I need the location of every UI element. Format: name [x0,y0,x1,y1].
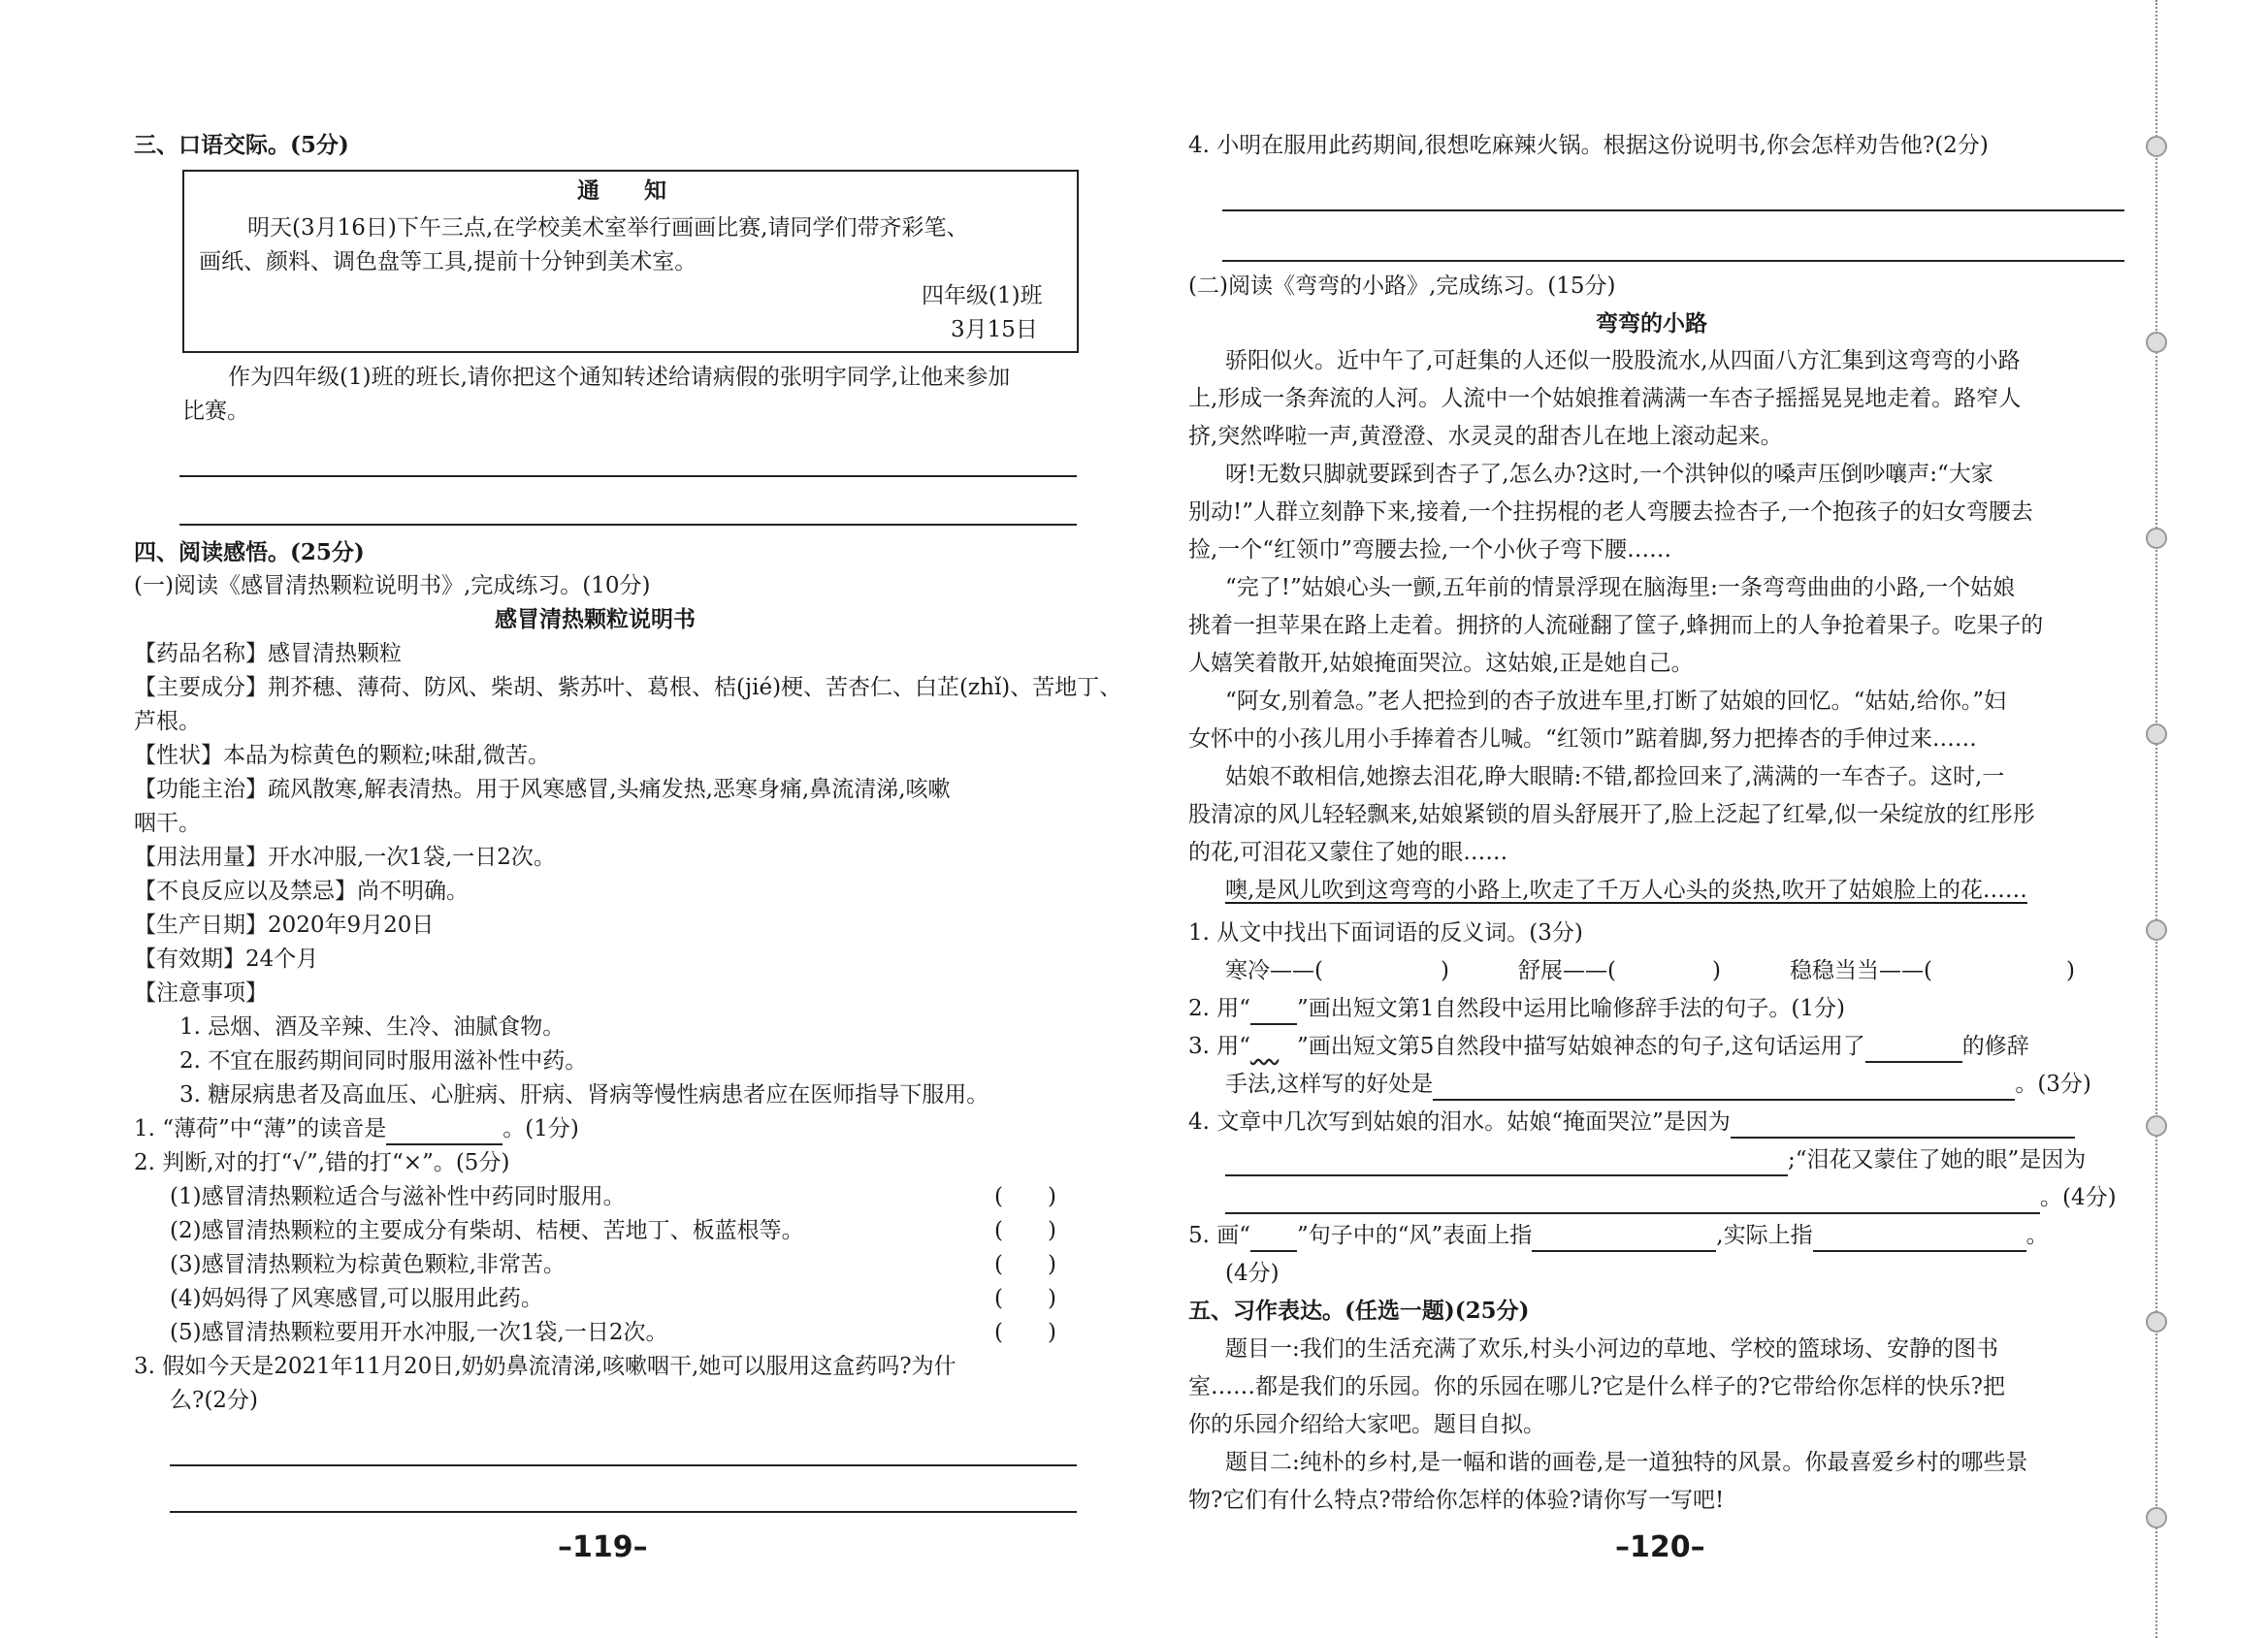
note-item: 1. 忌烟、酒及辛辣、生冷、油腻食物。 [179,1014,566,1040]
answer-line[interactable] [179,524,1077,526]
judge-answer-box[interactable]: ( ) [994,1218,1056,1243]
essay-line: 你的乐园介绍给大家吧。题目自拟。 [1188,1412,1545,1437]
dosage: 【用法用量】开水冲服,一次1袋,一日2次。 [134,845,556,870]
essay-line: 题目二:纯朴的乡村,是一幅和谐的画卷,是一道独特的风景。你最喜爱乡村的哪些景 [1225,1450,2028,1475]
story-line: “阿女,别着急。”老人把捡到的杏子放进车里,打断了姑娘的回忆。“姑姑,给你。”妇 [1225,689,2006,714]
question-text: 的修辞 [1961,1034,2029,1059]
answer-blank[interactable] [1813,1225,2026,1252]
question-3: 3. 假如今天是2021年11月20日,奶奶鼻流清涕,咳嗽咽干,她可以服用这盒药吗?为什 [134,1354,956,1379]
story-line: 股清凉的风儿轻轻飘来,姑娘紧锁的眉头舒展开了,脸上泛起了红晕,似一朵绽放的红彤彤 [1188,802,2035,827]
answer-line[interactable] [179,475,1077,477]
task-line1: 作为四年级(1)班的班长,请你把这个通知转述给请病假的张明宇同学,让他来参加 [228,365,1011,390]
reading-question-3 [1188,1030,2029,1063]
story-line: 捡,一个“红领巾”弯腰去捡,一个小伙子弯下腰…… [1188,537,1672,562]
answer-blank[interactable] [1532,1225,1716,1252]
part1-title: (一)阅读《感冒清热颗粒说明书》,完成练习。(10分) [134,573,651,598]
notice-signer: 四年级(1)班 [922,283,1043,308]
question-text: 。(3分) [2015,1072,2091,1097]
question-text: 。 [2025,1223,2049,1248]
story-line: 呀!无数只脚就要踩到杏子了,怎么办?这时,一个洪钟似的嗓声压倒吵嚷声:“大家 [1225,462,1993,487]
section5-title: 五、习作表达。(任选一题)(25分) [1188,1298,1530,1324]
answer-blank[interactable] [1433,1074,2015,1101]
binding-hole [2146,1507,2167,1528]
question-text: ”句子中的“风”表面上指 [1297,1223,1533,1248]
judge-item: (3)感冒清热颗粒为棕黄色颗粒,非常苦。 [170,1252,566,1277]
doc-title: 感冒清热颗粒说明书 [495,606,696,632]
part2-title: (二)阅读《弯弯的小路》,完成练习。(15分) [1188,273,1616,299]
answer-line[interactable] [170,1511,1077,1513]
straight-line-mark [1250,998,1297,1025]
precautions: 【注意事项】 [134,980,268,1006]
ingredients: 【主要成分】荆芥穗、薄荷、防风、柴胡、紫苏叶、葛根、桔(jié)梗、苦杏仁、白芷(zhǐ)、苦地丁、 [134,675,1122,700]
question-3-cont: 么?(2分) [170,1388,258,1413]
indications-cont: 咽干。 [134,811,201,836]
question-text: 2. 用“ [1188,996,1251,1021]
wavy-line-mark [1250,1030,1297,1063]
reading-question-4-cont [1225,1143,2086,1176]
question-text: 手法,这样写的好处是 [1225,1072,1434,1097]
question-text: ;“泪花又蒙住了她的眼”是因为 [1788,1147,2087,1172]
story-line: 女怀中的小孩儿用小手捧着杏儿喊。“红领巾”踮着脚,努力把捧杏的手伸过来…… [1188,726,1977,752]
story-title: 弯弯的小路 [1596,310,1707,337]
reading-question-2 [1188,992,1845,1025]
note-item: 3. 糖尿病患者及高血压、心脏病、肝病、肾病等慢性病患者应在医师指导下服用。 [179,1082,989,1108]
side-effects: 【不良反应以及禁忌】尚不明确。 [134,879,469,904]
question-1 [134,1112,579,1145]
question-text: ”画出短文第5自然段中描写姑娘神态的句子,这句话运用了 [1297,1034,1865,1059]
question-text: 5. 画“ [1188,1223,1251,1248]
production-date: 【生产日期】2020年9月20日 [134,913,435,938]
judge-answer-box[interactable]: ( ) [994,1252,1056,1277]
perforation-line [2155,0,2157,1638]
reading-question-1: 1. 从文中找出下面词语的反义词。(3分) [1188,920,1583,946]
answer-line[interactable] [170,1464,1077,1466]
reading-question-4 [1188,1106,2075,1139]
judge-item: (5)感冒清热颗粒要用开水冲服,一次1袋,一日2次。 [170,1320,668,1345]
essay-line: 室……都是我们的乐园。你的乐园在哪儿?它是什么样子的?它带给你怎样的快乐?把 [1188,1374,2005,1399]
reading-question-5-score: (4分) [1225,1261,1280,1286]
judge-answer-box[interactable]: ( ) [994,1320,1056,1345]
story-line: 上,形成一条奔流的人河。人流中一个姑娘推着满满一车杏子摇摇晃晃地走着。路窄人 [1188,386,2022,411]
antonym-prompt: 寒冷——( [1225,958,1323,983]
ingredients-cont: 芦根。 [134,709,201,734]
straight-line-mark [1250,1225,1297,1252]
note-item: 2. 不宜在服药期间同时服用滋补性中药。 [179,1048,588,1074]
binding-hole [2146,919,2167,941]
question-text: ,实际上指 [1716,1223,1813,1248]
question-1-score: 。(1分) [502,1116,579,1141]
answer-blank[interactable] [1225,1187,2040,1214]
binding-hole [2146,1115,2167,1137]
answer-blank[interactable] [386,1118,502,1145]
story-line: 人嬉笑着散开,姑娘掩面哭泣。这姑娘,正是她自己。 [1188,651,1694,676]
story-line: 别动!”人群立刻静下来,接着,一个拄拐棍的老人弯腰去捡杏子,一个抱孩子的妇女弯腰去 [1188,499,2033,525]
reading-question-3-cont [1225,1068,2091,1101]
answer-blank[interactable] [1731,1111,2075,1139]
question-2: 2. 判断,对的打“√”,错的打“×”。(5分) [134,1150,510,1175]
close-paren: ) [1712,958,1721,983]
binding-hole [2146,1311,2167,1333]
question-4: 4. 小明在服用此药期间,很想吃麻辣火锅。根据这份说明书,你会怎样劝告他?(2分) [1188,133,1989,158]
section4-title: 四、阅读感悟。(25分) [134,539,365,565]
story-line: “完了!”姑娘心头一颤,五年前的情景浮现在脑海里:一条弯弯曲曲的小路,一个姑娘 [1225,575,2016,600]
close-paren: ) [2066,958,2075,983]
notice-body-line2: 画纸、颜料、调色盘等工具,提前十分钟到美术室。 [199,249,697,274]
section3-title: 三、口语交际。(5分) [134,132,349,158]
story-line: 挤,突然哗啦一声,黄澄澄、水灵灵的甜杏儿在地上滚动起来。 [1188,424,1783,449]
story-line: 姑娘不敢相信,她擦去泪花,睁大眼睛:不错,都捡回来了,满满的一车杏子。这时,一 [1225,764,2005,789]
judge-answer-box[interactable]: ( ) [994,1184,1056,1209]
antonym-prompt: 稳稳当当——( [1790,958,1932,983]
question-text: 。(4分) [2040,1185,2117,1210]
binding-hole [2146,723,2167,745]
binding-hole [2146,136,2167,157]
judge-answer-box[interactable]: ( ) [994,1286,1056,1311]
answer-line[interactable] [1222,260,2124,262]
question-text: ”画出短文第1自然段中运用比喻修辞手法的句子。(1分) [1297,996,1845,1021]
indications: 【功能主治】疏风散寒,解表清热。用于风寒感冒,头痛发热,恶寒身痛,鼻流清涕,咳嗽 [134,777,951,802]
notice-title: 通 知 [577,177,666,204]
story-line: 的花,可泪花又蒙住了她的眼…… [1188,840,1508,865]
reading-question-4-cont2 [1225,1181,2117,1214]
story-line: 骄阳似火。近中午了,可赶集的人还似一股股流水,从四面八方汇集到这弯弯的小路 [1225,348,2021,373]
task-line2: 比赛。 [182,399,249,424]
notice-date: 3月15日 [951,317,1038,342]
appearance: 【性状】本品为棕黄色的颗粒;味甜,微苦。 [134,743,551,768]
question-1-text: 1. “薄荷”中“薄”的读音是 [134,1116,387,1141]
judge-item: (1)感冒清热颗粒适合与滋补性中药同时服用。 [170,1184,626,1209]
antonym-prompt: 舒展——( [1518,958,1616,983]
page-number: –119– [558,1530,648,1564]
binding-hole [2146,332,2167,353]
reading-question-5 [1188,1219,2049,1252]
question-text: 3. 用“ [1188,1034,1251,1059]
judge-item: (2)感冒清热颗粒的主要成分有柴胡、桔梗、苦地丁、板蓝根等。 [170,1218,804,1243]
binding-hole [2146,528,2167,549]
answer-blank[interactable] [1865,1036,1962,1063]
story-line: 噢,是风儿吹到这弯弯的小路上,吹走了千万人心头的炎热,吹开了姑娘脸上的花…… [1225,878,2027,903]
question-text: 4. 文章中几次写到姑娘的泪水。姑娘“掩面哭泣”是因为 [1188,1109,1731,1135]
essay-line: 题目一:我们的生活充满了欢乐,村头小河边的草地、学校的篮球场、安静的图书 [1225,1336,1999,1362]
expiry: 【有效期】24个月 [134,947,319,972]
judge-item: (4)妈妈得了风寒感冒,可以服用此药。 [170,1286,543,1311]
answer-blank[interactable] [1225,1149,1788,1176]
notice-body-line1: 明天(3月16日)下午三点,在学校美术室举行画画比赛,请同学们带齐彩笔、 [247,215,969,241]
story-line: 挑着一担苹果在路上走着。拥挤的人流碰翻了筐子,蜂拥而上的人争抢着果子。吃果子的 [1188,613,2044,638]
close-paren: ) [1441,958,1449,983]
drug-name: 【药品名称】感冒清热颗粒 [134,641,402,666]
essay-line: 物?它们有什么特点?带给你怎样的体验?请你写一写吧! [1188,1488,1725,1513]
page-number: –120– [1615,1530,1705,1564]
answer-line[interactable] [1222,209,2124,211]
